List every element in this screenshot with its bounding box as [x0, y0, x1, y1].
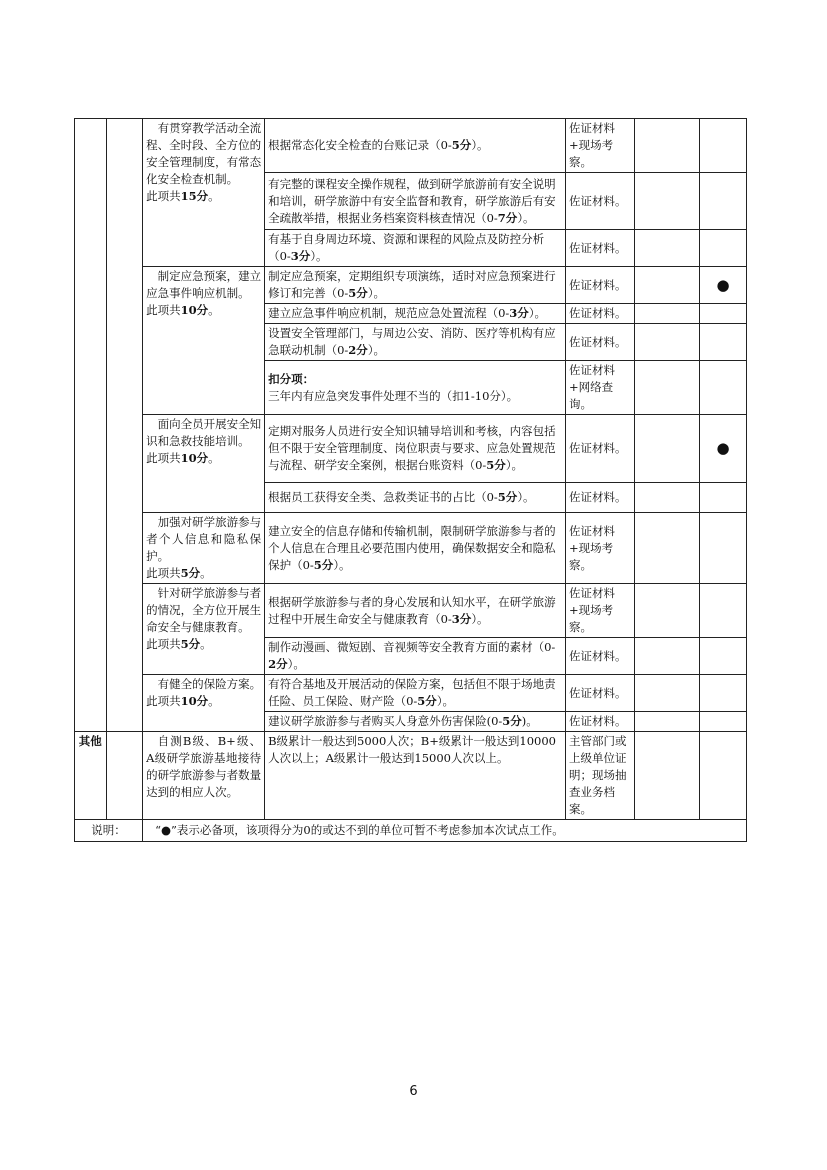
- criteria-text: 根据常态化安全检查的台账记录（0-: [268, 138, 452, 152]
- item-cell: [143, 119, 265, 267]
- criteria-cell: B级累计一般达到5000人次；B+级累计一般达到10000人次以上；A级累计一般达到15000人次以上。: [265, 732, 566, 820]
- criteria-text: 制作动漫画、微短剧、音视频等安全教育方面的素材（0-: [268, 640, 556, 654]
- score-cell: [635, 304, 700, 324]
- criteria-text: 建立安全的信息存储和传输机制，限制研学旅游参与者的个人信息在合理且必要范围内使用，确保数据安全和隐私保护（0-: [268, 523, 556, 572]
- criteria-end: ）。: [505, 458, 524, 472]
- criteria-cell: [265, 638, 566, 675]
- score-label: 此项共: [146, 637, 181, 651]
- required-mark: [700, 173, 747, 230]
- score-label: 此项共: [146, 451, 181, 465]
- criteria-text: 有完整的课程安全操作规程，做到研学旅游前有安全说明和培训，研学旅游中有安全监督和教育，研学旅游后有安全疏散举措，根据业务档案资料核查情况（0-: [268, 176, 556, 225]
- criteria-text: 根据员工获得安全类、急救类证书的占比（0-: [268, 490, 498, 504]
- method-cell: 佐证材料。: [566, 324, 635, 361]
- required-mark: [700, 675, 747, 712]
- criteria-text: 根据研学旅游参与者的身心发展和认知水平，在研学旅游过程中开展生命安全与健康教育（0-: [268, 594, 556, 626]
- criteria-cell: [265, 361, 566, 415]
- deduction-heading: 扣分项：: [268, 371, 315, 386]
- criteria-cell: [265, 304, 566, 324]
- score-cell: [635, 675, 700, 712]
- score-cell: [635, 324, 700, 361]
- criteria-score: 5分: [451, 138, 472, 152]
- required-mark: [700, 638, 747, 675]
- method-cell: 佐证材料。: [566, 230, 635, 267]
- required-mark: [700, 584, 747, 638]
- score-cell: [635, 483, 700, 513]
- score-cell: [635, 361, 700, 415]
- criteria-end: ）。: [471, 611, 489, 626]
- criteria-score: 5分: [486, 458, 506, 472]
- criteria-end: ）。: [528, 306, 547, 320]
- score-cell: [635, 732, 700, 820]
- criteria-end: ）。: [333, 557, 351, 572]
- criteria-cell: [265, 173, 566, 230]
- category-cell: [75, 119, 107, 732]
- category-other: 其他: [75, 732, 107, 820]
- score-cell: [635, 173, 700, 230]
- method-cell: 佐证材料。: [566, 712, 635, 732]
- method-cell: 佐证材料。: [566, 675, 635, 712]
- score-label: 此项共: [146, 566, 181, 580]
- required-mark: [700, 361, 747, 415]
- score-end: 。: [208, 303, 220, 317]
- required-mark: ●: [700, 267, 747, 304]
- item-description: 针对研学旅游参与者的情况，全方位开展生命安全与健康教育。: [146, 586, 262, 634]
- required-mark: ●: [700, 415, 747, 483]
- score-total: 10分: [180, 694, 209, 708]
- criteria-end: ）。: [517, 490, 535, 504]
- criteria-score: 5分: [348, 286, 368, 300]
- method-cell: 佐证材料。: [566, 638, 635, 675]
- item-description: 制定应急预案，建立应急事件响应机制。: [146, 269, 262, 300]
- required-mark: [700, 304, 747, 324]
- method-cell: 佐证材料+现场考察。: [566, 584, 635, 638]
- table-row: [75, 415, 747, 483]
- method-cell: 佐证材料+现场考察。: [566, 119, 635, 173]
- score-total: 5分: [180, 637, 201, 651]
- criteria-end: ）。: [310, 249, 328, 263]
- table-row: [75, 267, 747, 304]
- method-cell: 佐证材料+现场考察。: [566, 513, 635, 584]
- score-cell: [635, 513, 700, 584]
- criteria-cell: [265, 675, 566, 712]
- method-cell: 佐证材料。: [566, 173, 635, 230]
- criteria-score: 3分: [290, 249, 311, 263]
- criteria-score: 2分: [348, 343, 368, 357]
- score-cell: [635, 119, 700, 173]
- criteria-text: 建议研学旅游参与者购买人身意外伤害保险(0-: [268, 714, 503, 728]
- item-description: 自测B级、B+级、A级研学旅游基地接待的研学旅游参与者数量达到的相应人次。: [146, 734, 262, 799]
- subcategory-cell: [106, 119, 143, 732]
- table-row: [75, 675, 747, 712]
- table-row: [75, 820, 747, 842]
- criteria-score: 5分: [417, 694, 437, 708]
- criteria-score: 2分: [268, 657, 288, 671]
- required-mark: [700, 483, 747, 513]
- score-end: 。: [208, 694, 220, 708]
- criteria-cell: [265, 267, 566, 304]
- page-number: 6: [409, 1084, 418, 1099]
- criteria-text: 有符合基地及开展活动的保险方案，包括但不限于场地责任险、员工保险、财产险（0-: [268, 677, 556, 708]
- method-cell: 佐证材料。: [566, 415, 635, 483]
- table-row: [75, 732, 747, 820]
- item-cell: [143, 732, 265, 820]
- criteria-cell: [265, 230, 566, 267]
- score-cell: [635, 712, 700, 732]
- required-mark: [700, 513, 747, 584]
- note-label: 说明：: [75, 820, 143, 842]
- criteria-cell: [265, 712, 566, 732]
- criteria-cell: [265, 483, 566, 513]
- criteria-score: 5分: [502, 714, 522, 728]
- subcategory-cell: [106, 732, 143, 820]
- required-mark: [700, 119, 747, 173]
- criteria-text: 设置安全管理部门，与周边公安、消防、医疗等机构有应急联动机制（0-: [268, 326, 556, 357]
- criteria-score: 3分: [451, 611, 472, 626]
- method-cell: 佐证材料。: [566, 304, 635, 324]
- criteria-end: ）。: [367, 343, 386, 357]
- score-total: 10分: [180, 303, 209, 317]
- criteria-end: ）。: [287, 657, 305, 671]
- score-cell: [635, 267, 700, 304]
- criteria-cell: [265, 119, 566, 173]
- score-end: 。: [208, 189, 220, 203]
- required-mark: [700, 324, 747, 361]
- criteria-score: 5分: [313, 557, 334, 572]
- criteria-text: 三年内有应急突发事件处理不当的（扣1-10分）。: [268, 388, 519, 403]
- required-mark: [700, 230, 747, 267]
- score-label: 此项共: [146, 694, 181, 708]
- method-cell: 佐证材料。: [566, 483, 635, 513]
- criteria-cell: [265, 513, 566, 584]
- score-label: 此项共: [146, 189, 181, 203]
- required-mark: [700, 732, 747, 820]
- note-text: “●”表示必备项，该项得分为0的或达不到的单位可暂不考虑参加本次试点工作。: [143, 820, 747, 842]
- score-end: 。: [208, 451, 220, 465]
- item-description: 加强对研学旅游参与者个人信息和隐私保护。: [146, 515, 262, 563]
- item-description: 有健全的保险方案。: [157, 677, 262, 691]
- criteria-cell: [265, 584, 566, 638]
- criteria-end: ）。: [471, 138, 489, 152]
- criteria-end: ）。: [436, 694, 455, 708]
- criteria-score: 5分: [497, 490, 518, 504]
- criteria-cell: [265, 415, 566, 483]
- criteria-end: ）。: [367, 286, 386, 300]
- method-cell: 佐证材料+网络查询。: [566, 361, 635, 415]
- score-cell: [635, 584, 700, 638]
- item-cell: [143, 584, 265, 675]
- table-row: [75, 119, 747, 173]
- criteria-end: )。: [521, 714, 538, 728]
- criteria-text: 建立应急事件响应机制，规范应急处置流程（0-: [268, 306, 510, 320]
- score-label: 此项共: [146, 303, 181, 317]
- table-row: [75, 584, 747, 638]
- criteria-score: 7分: [497, 210, 518, 225]
- table-row: [75, 513, 747, 584]
- score-total: 15分: [180, 189, 209, 203]
- method-cell: 主管部门或上级单位证明；现场抽查业务档案。: [566, 732, 635, 820]
- score-total: 10分: [180, 451, 209, 465]
- criteria-end: ）。: [517, 210, 535, 225]
- score-cell: [635, 230, 700, 267]
- item-cell: [143, 267, 265, 415]
- score-cell: [635, 415, 700, 483]
- item-cell: [143, 513, 265, 584]
- item-description: 面向全员开展安全知识和急救技能培训。: [146, 417, 262, 448]
- item-cell: [143, 415, 265, 513]
- required-mark: [700, 712, 747, 732]
- evaluation-table: [74, 118, 747, 842]
- criteria-text: 有基于自身周边环境、资源和课程的风险点及防控分析（0-: [268, 232, 545, 263]
- score-end: 。: [200, 566, 212, 580]
- score-end: 。: [200, 637, 212, 651]
- criteria-score: 3分: [509, 306, 529, 320]
- item-cell: [143, 675, 265, 732]
- score-total: 5分: [180, 566, 201, 580]
- item-description: 有贯穿教学活动全流程、全时段、全方位的安全管理制度，有常态化安全检查机制。: [146, 121, 262, 186]
- criteria-text: 制定应急预案，定期组织专项演练，适时对应急预案进行修订和完善（0-: [268, 269, 556, 300]
- criteria-text: 定期对服务人员进行安全知识辅导培训和考核，内容包括但不限于安全管理制度、岗位职责与要求、应急处置规范与流程、研学安全案例，根据台账资料（0-: [268, 424, 556, 472]
- criteria-cell: [265, 324, 566, 361]
- score-cell: [635, 638, 700, 675]
- method-cell: 佐证材料。: [566, 267, 635, 304]
